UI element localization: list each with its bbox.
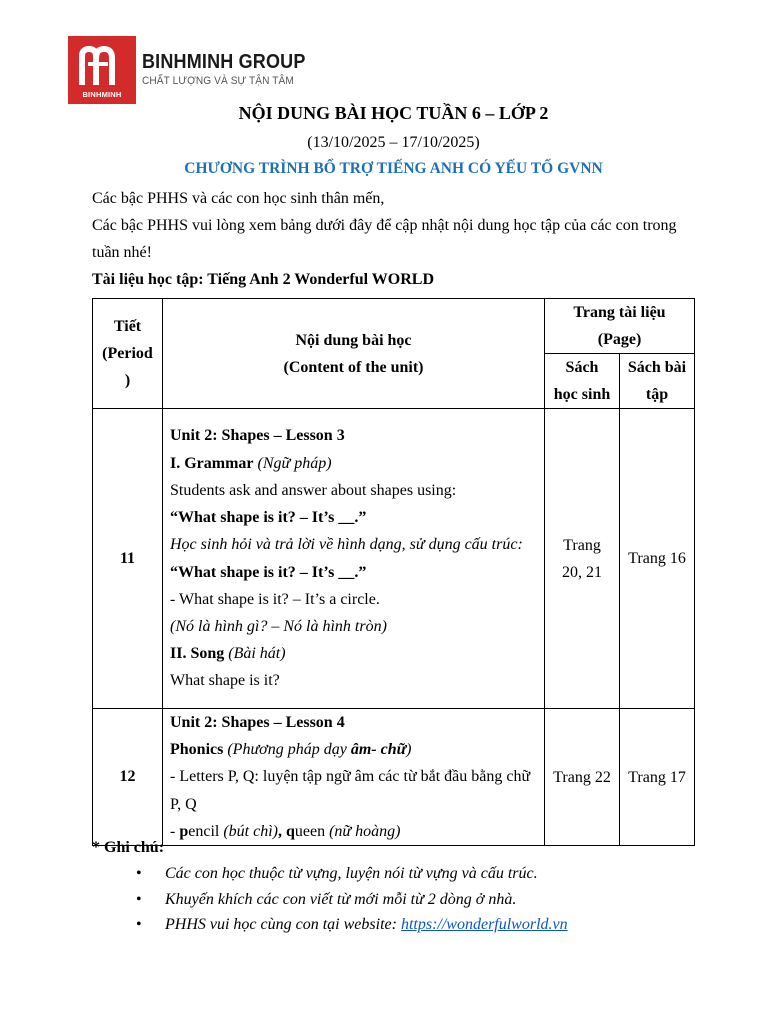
header-student-book: Sách học sinh: [545, 354, 620, 409]
table-row: [93, 709, 695, 846]
header-content-vi: Nội dung bài học: [295, 331, 412, 349]
list-item: • Các con học thuộc từ vựng, luyện nói từ vựng và cấu trúc.: [136, 861, 568, 887]
lesson-table: [92, 298, 695, 846]
word-meaning: (nữ hoàng): [329, 822, 401, 840]
section-title: I. Grammar: [170, 454, 254, 472]
header-content-en: (Content of the unit): [283, 358, 424, 376]
page-title: NỘI DUNG BÀI HỌC TUẦN 6 – LỚP 2: [238, 103, 549, 123]
unit-title: Unit 2: Shapes – Lesson 4: [170, 714, 345, 731]
instruction: Các bậc PHHS vui lòng xem bảng dưới đây để cập nhật nội dung học tập của các con trong tuần nhé!: [92, 217, 677, 261]
section-subtitle: (Bài hát): [228, 645, 286, 663]
list-item: • PHHS vui học cùng con tại website: https://wonderfulworld.vn: [136, 912, 568, 938]
student-book-cell: Trang 22: [545, 709, 620, 846]
program-name: CHƯƠNG TRÌNH BỔ TRỢ TIẾNG ANH CÓ YẾU TỐ GVNN: [184, 160, 603, 177]
section-subtitle-end: ): [406, 741, 412, 759]
content-cell: [163, 709, 545, 846]
section-title: II. Song: [170, 645, 225, 663]
content-line-vi: Học sinh hỏi và trả lời về hình dạng, sử dụng cấu trúc:: [170, 536, 523, 554]
content-cell: [163, 409, 545, 709]
table-row: [93, 409, 695, 709]
student-book-cell: Trang 20, 21: [545, 409, 620, 709]
period-cell: 12: [93, 709, 163, 846]
pattern-text: “What shape is it? – It’s __.”: [170, 563, 367, 581]
logo-mark-label: BINHMINH: [82, 90, 122, 99]
table-header-row: [93, 299, 695, 354]
period-cell: 11: [93, 409, 163, 709]
header-pages: Trang tài liệu (Page): [545, 299, 695, 354]
word-rest: ueen: [294, 822, 326, 840]
section-subtitle: (Phương pháp dạy: [227, 741, 351, 759]
content-line: Students ask and answer about shapes using:: [170, 481, 457, 499]
material: Tài liệu học tập: Tiếng Anh 2 Wonderful WORLD: [92, 271, 435, 288]
initial-letter: p: [179, 822, 189, 840]
example-line-vi: (Nó là hình gì? – Nó là hình tròn): [170, 617, 387, 635]
greeting: Các bậc PHHS và các con học sinh thân mến,: [92, 190, 385, 207]
word-meaning: (bút chì): [223, 822, 278, 840]
content-line: - Letters P, Q: luyện tập ngữ âm các từ bắt đầu bằng chữ P, Q: [170, 768, 531, 813]
word-rest: encil: [188, 822, 220, 840]
section-title: Phonics: [170, 741, 224, 759]
brand-logo: [68, 36, 324, 104]
logo-name: BINHMINH GROUP: [142, 51, 306, 73]
workbook-cell: Trang 16: [620, 409, 695, 709]
list-item: • Khuyến khích các con viết từ mới mỗi từ 2 dòng ở nhà.: [136, 887, 568, 913]
section-subtitle-bold: âm- chữ: [350, 741, 407, 759]
header-content: [163, 299, 545, 409]
logo-tagline: CHẤT LƯỢNG VÀ SỰ TẬN TÂM: [142, 75, 294, 87]
word-list: - pencil (bút chì), queen (nữ hoàng): [170, 822, 401, 840]
example-line: - What shape is it? – It’s a circle.: [170, 590, 380, 608]
initial-letter: q: [285, 822, 295, 840]
notes-heading: * Ghi chú:: [92, 839, 165, 856]
notes-list: [136, 861, 568, 938]
song-title: What shape is it?: [170, 672, 280, 690]
section-subtitle: (Ngữ pháp): [257, 454, 332, 472]
date-range: (13/10/2025 – 17/10/2025): [307, 134, 480, 151]
header-workbook: Sách bài tập: [620, 354, 695, 409]
pattern-text: “What shape is it? – It’s __.”: [170, 509, 367, 527]
unit-title: Unit 2: Shapes – Lesson 3: [170, 427, 345, 445]
website-link[interactable]: https://wonderfulworld.vn: [400, 916, 568, 933]
logo-mark-icon: [68, 36, 136, 104]
workbook-cell: Trang 17: [620, 709, 695, 846]
header-period: Tiết (Period ): [93, 299, 163, 409]
